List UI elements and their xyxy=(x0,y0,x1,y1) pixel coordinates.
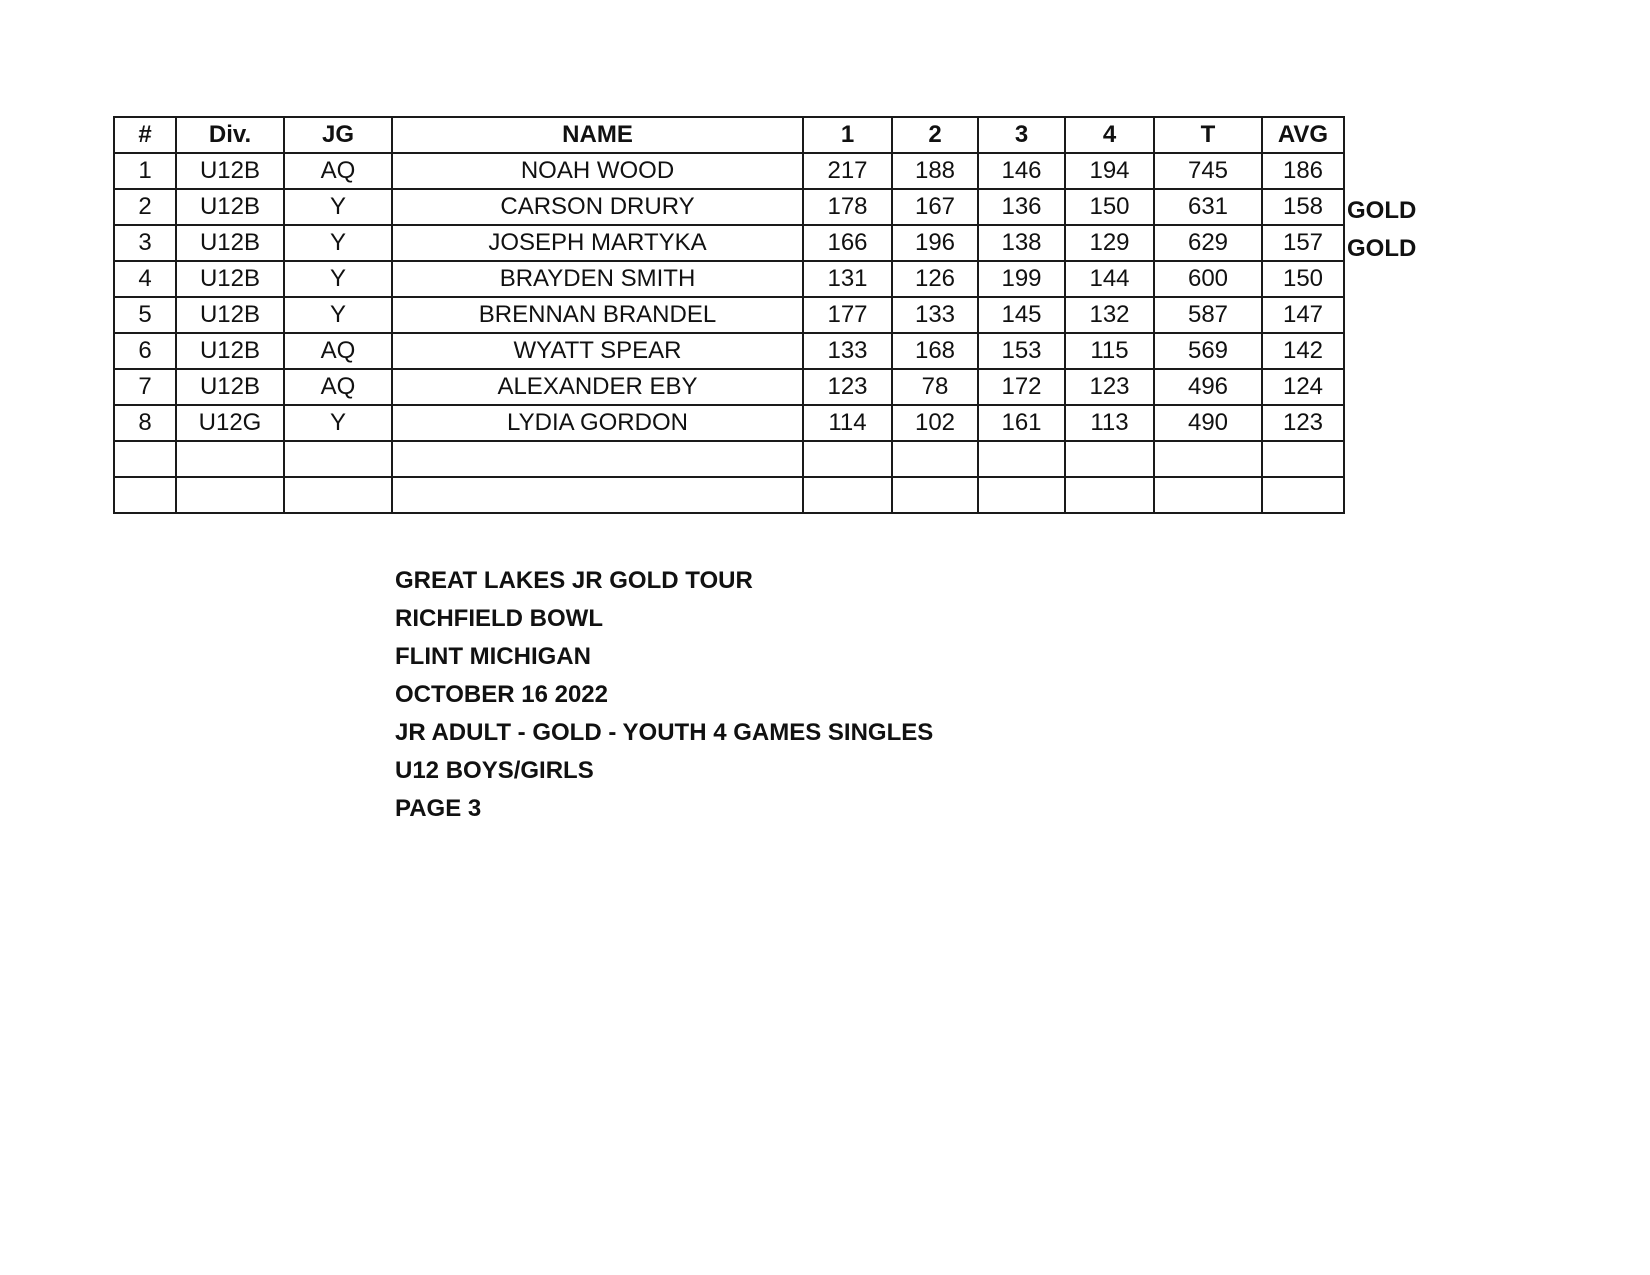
venue-name: RICHFIELD BOWL xyxy=(395,605,603,632)
cell-average: 186 xyxy=(1262,153,1344,189)
cell-game-2: 126 xyxy=(892,261,978,297)
cell-average: 157 xyxy=(1262,225,1344,261)
cell-average: 147 xyxy=(1262,297,1344,333)
cell-name: CARSON DRURY xyxy=(392,189,803,225)
cell-jg: Y xyxy=(284,189,392,225)
cell-game-1: 133 xyxy=(803,333,892,369)
cell-total xyxy=(1154,441,1262,477)
cell-total: 496 xyxy=(1154,369,1262,405)
cell-average: 158 xyxy=(1262,189,1344,225)
cell-game-1: 114 xyxy=(803,405,892,441)
table-row xyxy=(114,477,1344,513)
cell-average xyxy=(1262,441,1344,477)
cell-total xyxy=(1154,477,1262,513)
cell-name xyxy=(392,441,803,477)
header-name: NAME xyxy=(392,117,803,153)
event-info-block xyxy=(395,562,933,828)
table-header-row xyxy=(114,117,1344,153)
cell-rank: 1 xyxy=(114,153,176,189)
event-date: OCTOBER 16 2022 xyxy=(395,681,608,708)
cell-game-2: 102 xyxy=(892,405,978,441)
cell-game-4: 115 xyxy=(1065,333,1154,369)
cell-division: U12B xyxy=(176,189,284,225)
cell-game-3: 199 xyxy=(978,261,1065,297)
event-title: JR ADULT - GOLD - YOUTH 4 GAMES SINGLES xyxy=(395,719,934,746)
cell-name: ALEXANDER EBY xyxy=(392,369,803,405)
cell-jg: Y xyxy=(284,297,392,333)
cell-rank: 2 xyxy=(114,189,176,225)
cell-total: 600 xyxy=(1154,261,1262,297)
cell-jg: AQ xyxy=(284,153,392,189)
cell-total: 631 xyxy=(1154,189,1262,225)
cell-game-4: 150 xyxy=(1065,189,1154,225)
cell-name: NOAH WOOD xyxy=(392,153,803,189)
table-row xyxy=(114,441,1344,477)
cell-jg xyxy=(284,441,392,477)
cell-game-3: 138 xyxy=(978,225,1065,261)
cell-rank: 7 xyxy=(114,369,176,405)
cell-game-3: 146 xyxy=(978,153,1065,189)
header-jg: JG xyxy=(284,117,392,153)
cell-game-2: 78 xyxy=(892,369,978,405)
table-body xyxy=(114,153,1344,513)
cell-game-3: 153 xyxy=(978,333,1065,369)
cell-game-4: 113 xyxy=(1065,405,1154,441)
cell-average: 123 xyxy=(1262,405,1344,441)
cell-game-2: 168 xyxy=(892,333,978,369)
cell-division xyxy=(176,477,284,513)
cell-total: 490 xyxy=(1154,405,1262,441)
division-label: U12 BOYS/GIRLS xyxy=(395,757,594,784)
cell-game-2: 167 xyxy=(892,189,978,225)
cell-division: U12G xyxy=(176,405,284,441)
page-number: PAGE 3 xyxy=(395,795,482,822)
cell-average xyxy=(1262,477,1344,513)
cell-game-4: 132 xyxy=(1065,297,1154,333)
cell-rank: 3 xyxy=(114,225,176,261)
header-average: AVG xyxy=(1262,117,1344,153)
tour-name: GREAT LAKES JR GOLD TOUR xyxy=(395,567,753,594)
cell-game-4 xyxy=(1065,441,1154,477)
cell-division: U12B xyxy=(176,153,284,189)
cell-division: U12B xyxy=(176,297,284,333)
cell-game-4: 144 xyxy=(1065,261,1154,297)
cell-average: 124 xyxy=(1262,369,1344,405)
gold-note-row-2: GOLD xyxy=(1347,197,1417,224)
event-location: FLINT MICHIGAN xyxy=(395,643,591,670)
cell-average: 150 xyxy=(1262,261,1344,297)
table-row xyxy=(114,225,1344,261)
header-game-3: 3 xyxy=(978,117,1065,153)
cell-name: BRENNAN BRANDEL xyxy=(392,297,803,333)
cell-name: JOSEPH MARTYKA xyxy=(392,225,803,261)
cell-division: U12B xyxy=(176,261,284,297)
table-row xyxy=(114,333,1344,369)
cell-game-2: 133 xyxy=(892,297,978,333)
cell-game-4 xyxy=(1065,477,1154,513)
results-table xyxy=(113,116,1345,514)
cell-rank: 5 xyxy=(114,297,176,333)
cell-total: 587 xyxy=(1154,297,1262,333)
header-game-2: 2 xyxy=(892,117,978,153)
cell-total: 745 xyxy=(1154,153,1262,189)
cell-game-1: 177 xyxy=(803,297,892,333)
cell-jg: Y xyxy=(284,405,392,441)
cell-jg: AQ xyxy=(284,333,392,369)
cell-jg xyxy=(284,477,392,513)
cell-game-3: 136 xyxy=(978,189,1065,225)
header-game-1: 1 xyxy=(803,117,892,153)
cell-average: 142 xyxy=(1262,333,1344,369)
cell-name: WYATT SPEAR xyxy=(392,333,803,369)
header-rank: # xyxy=(114,117,176,153)
cell-division xyxy=(176,441,284,477)
cell-division: U12B xyxy=(176,225,284,261)
cell-game-3 xyxy=(978,441,1065,477)
cell-division: U12B xyxy=(176,333,284,369)
cell-rank: 4 xyxy=(114,261,176,297)
cell-total: 629 xyxy=(1154,225,1262,261)
table-row xyxy=(114,261,1344,297)
cell-game-2: 188 xyxy=(892,153,978,189)
cell-game-1: 123 xyxy=(803,369,892,405)
cell-game-1: 217 xyxy=(803,153,892,189)
table-row xyxy=(114,189,1344,225)
cell-game-1: 178 xyxy=(803,189,892,225)
header-division: Div. xyxy=(176,117,284,153)
cell-rank: 8 xyxy=(114,405,176,441)
cell-name: LYDIA GORDON xyxy=(392,405,803,441)
header-total: T xyxy=(1154,117,1262,153)
cell-game-2 xyxy=(892,441,978,477)
cell-total: 569 xyxy=(1154,333,1262,369)
cell-game-3: 145 xyxy=(978,297,1065,333)
cell-game-1 xyxy=(803,477,892,513)
cell-game-4: 194 xyxy=(1065,153,1154,189)
cell-game-3 xyxy=(978,477,1065,513)
cell-game-4: 129 xyxy=(1065,225,1154,261)
gold-note-row-3: GOLD xyxy=(1347,235,1417,262)
cell-rank xyxy=(114,477,176,513)
cell-game-4: 123 xyxy=(1065,369,1154,405)
cell-division: U12B xyxy=(176,369,284,405)
cell-game-3: 172 xyxy=(978,369,1065,405)
cell-rank xyxy=(114,441,176,477)
cell-game-1: 131 xyxy=(803,261,892,297)
cell-jg: Y xyxy=(284,261,392,297)
table-row xyxy=(114,153,1344,189)
cell-game-1: 166 xyxy=(803,225,892,261)
cell-game-3: 161 xyxy=(978,405,1065,441)
table-row xyxy=(114,405,1344,441)
header-game-4: 4 xyxy=(1065,117,1154,153)
cell-game-2 xyxy=(892,477,978,513)
cell-rank: 6 xyxy=(114,333,176,369)
table-row xyxy=(114,369,1344,405)
table-row xyxy=(114,297,1344,333)
cell-name: BRAYDEN SMITH xyxy=(392,261,803,297)
cell-game-2: 196 xyxy=(892,225,978,261)
cell-name xyxy=(392,477,803,513)
cell-jg: AQ xyxy=(284,369,392,405)
cell-game-1 xyxy=(803,441,892,477)
cell-jg: Y xyxy=(284,225,392,261)
